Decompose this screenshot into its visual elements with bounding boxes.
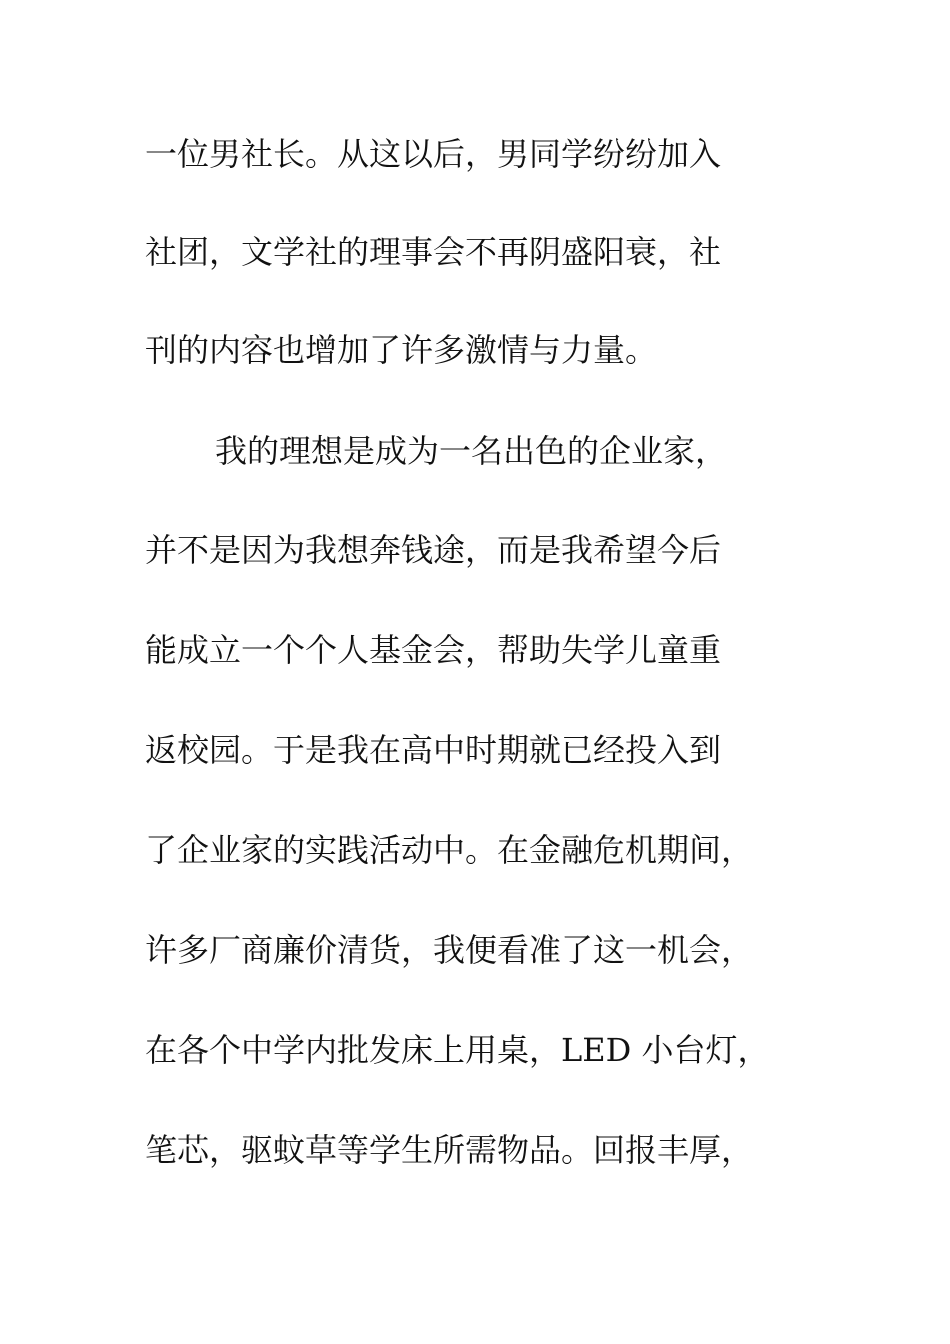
- text-line: 能成立一个个人基金会，帮助失学儿童重: [145, 631, 722, 669]
- text-line: 并不是因为我想奔钱途，而是我希望今后: [145, 531, 722, 569]
- text-line: 许多厂商廉价清货，我便看准了这一机会，: [145, 931, 754, 969]
- text-line: 在各个中学内批发床上用桌，LED 小台灯，: [145, 1031, 770, 1069]
- paragraph-first-line: 我的理想是成为一名出色的企业家，: [215, 432, 728, 470]
- text-line: 笔芯，驱蚊草等学生所需物品。回报丰厚，: [145, 1131, 754, 1169]
- text-line: 一位男社长。从这以后，男同学纷纷加入: [145, 135, 722, 173]
- text-line: 社团，文学社的理事会不再阴盛阳衰，社: [145, 233, 722, 271]
- text-line: 刊的内容也增加了许多激情与力量。: [145, 331, 658, 369]
- text-line: 返校园。于是我在高中时期就已经投入到: [145, 731, 722, 769]
- text-line: 了企业家的实践活动中。在金融危机期间，: [145, 831, 754, 869]
